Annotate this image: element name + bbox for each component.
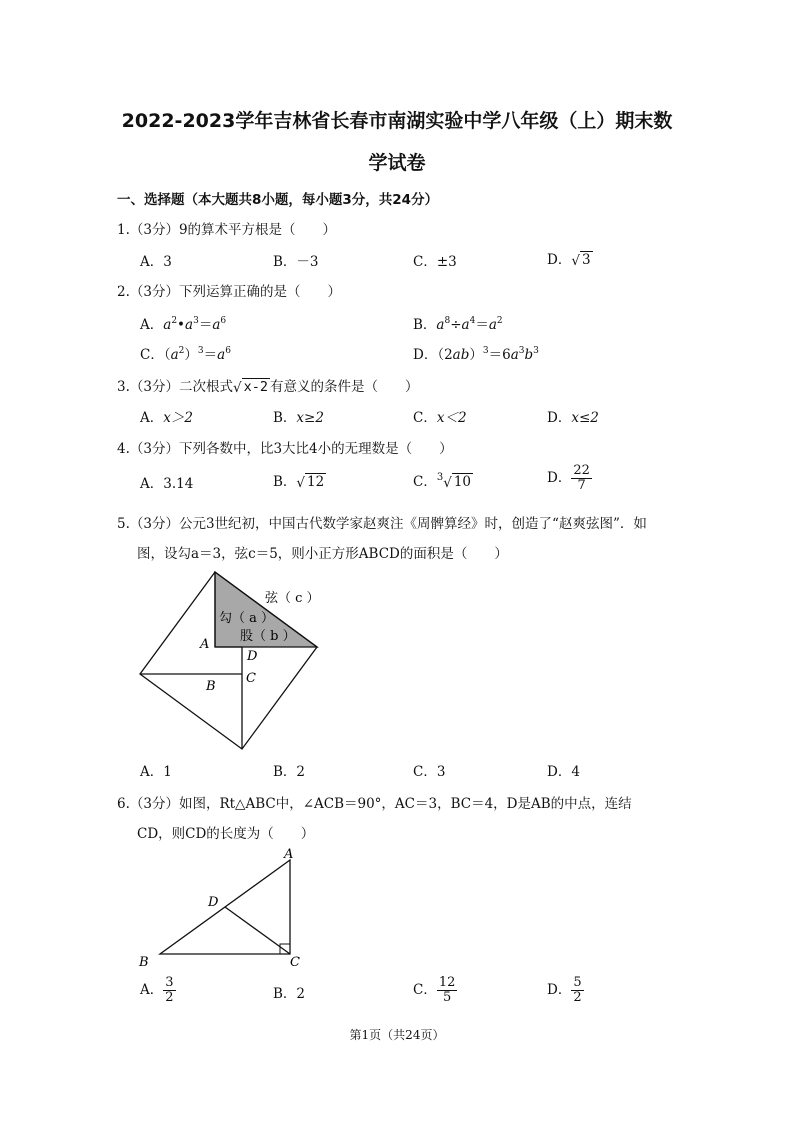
point-c: C [246, 671, 256, 686]
question-6-stem-line1: 6.（3分）如图，Rt△ABC中，∠ACB＝90°，AC＝3，BC＝4，D是AB的中点，连结 [117, 796, 632, 812]
zhao-shuang-figure [130, 562, 330, 752]
section-heading: 一、选择题（本大题共8小题，每小题3分，共24分） [117, 192, 439, 208]
q4-option-b-radicand: 12 [307, 474, 325, 490]
point-a: A [200, 637, 210, 652]
q3-option-c: C．x＜2 [413, 410, 467, 426]
question-3-stem: 3.（3分）二次根式√ x-2 有意义的条件是（ ） [117, 379, 419, 396]
q5-option-c: C．3 [413, 764, 446, 780]
q1-option-a: A．3 [140, 254, 172, 270]
q4-option-c-index: 3 [436, 472, 444, 483]
point-b: B [206, 679, 216, 694]
question-4-stem: 4.（3分）下列各数中，比3大比4小的无理数是（ ） [117, 441, 453, 457]
q5-option-a: A．1 [140, 764, 172, 780]
page-footer: 第1页（共24页） [349, 1028, 445, 1042]
question-5-stem-line2: 图，设勾a＝3，弦c＝5，则小正方形ABCD的面积是（ ） [137, 546, 508, 562]
q6-option-d: D． $\frac{5}{2}$ [547, 975, 582, 1005]
q1-option-d-label: D． [547, 252, 572, 268]
q6-option-a: A． $\frac{3}{2}$ [140, 975, 174, 1005]
point-d: D [247, 649, 258, 664]
point-c: C [290, 955, 300, 970]
right-triangle-figure [130, 842, 310, 972]
label-gou: 勾（ a ） [219, 611, 275, 626]
q2-option-b: B．$a^8\div a^4=a^2$ [413, 316, 503, 333]
q3-option-a: A．x＞2 [140, 410, 193, 426]
sqrt-symbol: √ [571, 252, 580, 269]
q4-option-c: C．$^3$√ 10 [413, 472, 472, 491]
q1-option-b: B．－3 [273, 254, 319, 270]
q2-option-c: C．$(a^2)^3=a^6$ [140, 346, 231, 363]
label-xian: 弦（ c ） [265, 591, 320, 606]
q6-option-b: B．2 [273, 986, 306, 1002]
question-2-stem: 2.（3分）下列运算正确的是（ ） [117, 284, 341, 300]
document-title-line1: 2022-2023学年吉林省长春市南湖实验中学八年级（上）期末数 [121, 110, 673, 132]
q4-option-d: D． $\frac{22}{7}$ [547, 463, 590, 493]
sqrt-symbol: √ [232, 379, 242, 396]
q3-radicand: x-2 [243, 379, 268, 395]
q1-option-d-radicand: 3 [581, 252, 591, 268]
document-title-line2: 学试卷 [368, 152, 426, 174]
point-b: B [139, 955, 149, 970]
q5-option-d: D．4 [547, 764, 580, 780]
q1-option-d [547, 248, 593, 269]
q4-option-b: B．√ 12 [273, 474, 325, 491]
q3-option-b: B．x≥2 [273, 410, 324, 426]
q1-option-c: C．±3 [413, 254, 457, 270]
q2-option-a: A．$a^2•a^3=a^6$ [140, 316, 227, 333]
q6-option-c: C． $\frac{12}{5}$ [413, 975, 456, 1005]
question-6-stem-line2: CD，则CD的长度为（ ） [137, 826, 315, 842]
question-1-stem: 1.（3分）9的算术平方根是（ ） [117, 222, 337, 238]
q4-option-c-radicand: 10 [453, 474, 472, 490]
point-d: D [208, 895, 219, 910]
q3-option-d: D．x≤2 [547, 410, 599, 426]
q5-option-b: B．2 [273, 764, 306, 780]
q2-option-d: D．$(2ab)^3=6a^3b^3$ [413, 346, 539, 363]
label-gu: 股（ b ） [240, 629, 296, 644]
question-5-stem-line1: 5.（3分）公元3世纪初，中国古代数学家赵爽注《周髀算经》时，创造了“赵爽弦图”．如 [117, 516, 647, 532]
q4-option-a: A．3.14 [140, 476, 194, 492]
point-a: A [284, 847, 294, 862]
